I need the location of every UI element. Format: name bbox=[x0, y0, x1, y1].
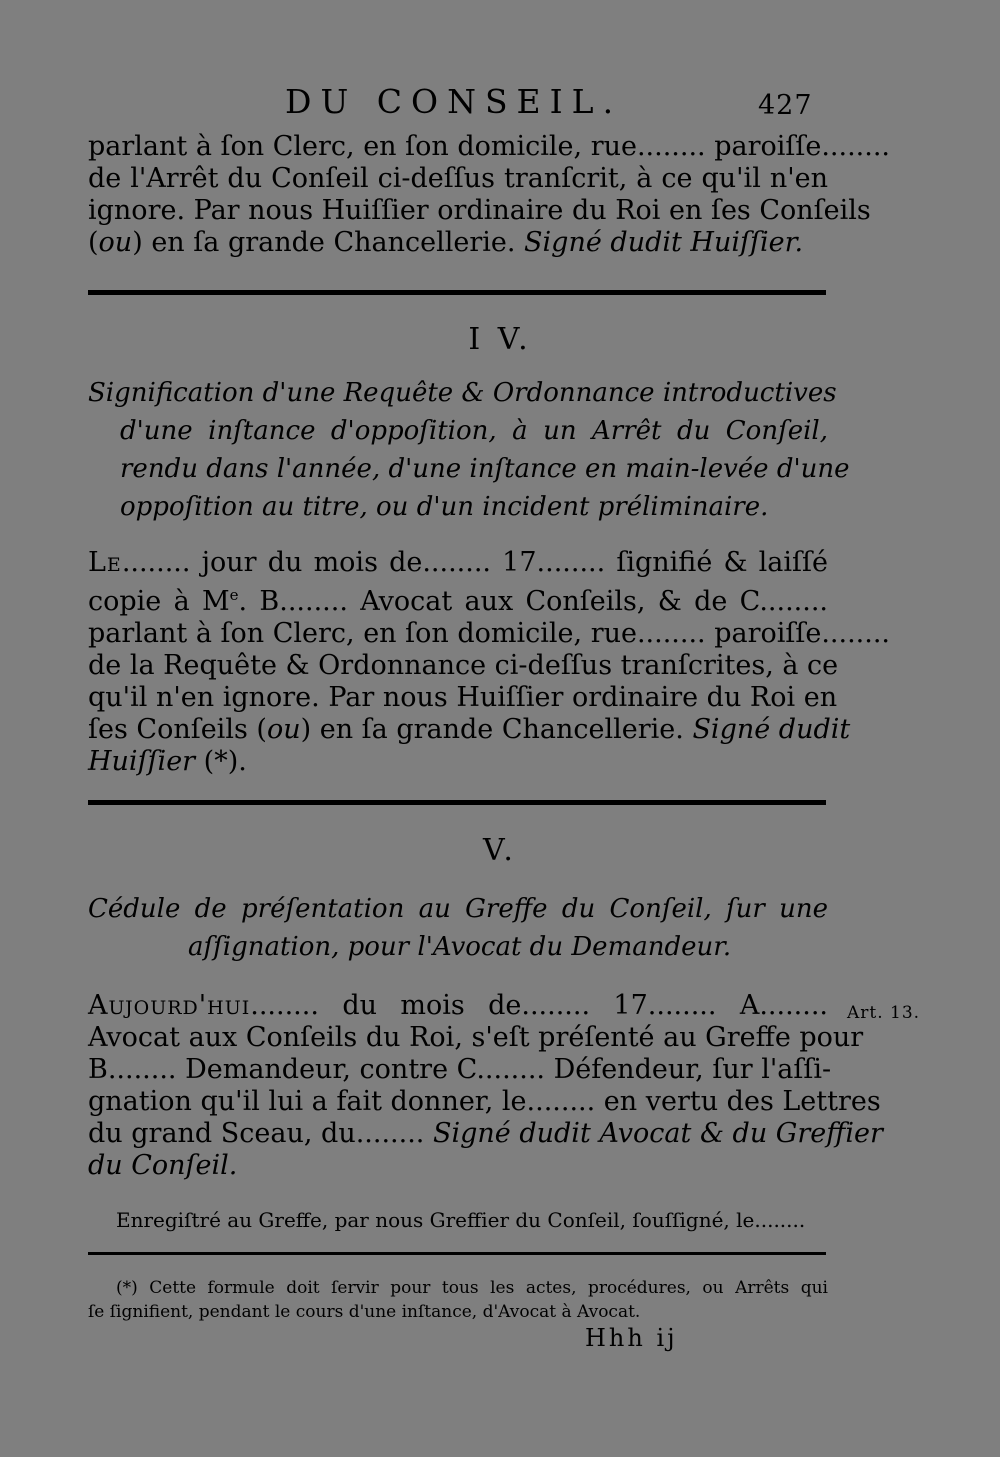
text-line: ignore. Par nous Huiſſier ordinaire du Roi en ſes Conſeils bbox=[88, 195, 871, 226]
signature-mark: Hhh ij bbox=[585, 1324, 678, 1352]
running-header: DU CONSEIL. bbox=[285, 82, 623, 121]
registry-note: Enregiſtré au Greffe, par nous Greffier du Conſeil, ſouſſigné, le........ bbox=[116, 1208, 806, 1232]
section-number: I V. bbox=[468, 322, 532, 357]
footnote-line: ſe ſignifient, pendant le cours d'une inſtance, d'Avocat à Avocat. bbox=[88, 1302, 641, 1322]
footnote-line: (*) Cette formule doit ſervir pour tous les actes, procédures, ou Arrêts qui bbox=[116, 1278, 828, 1298]
text-line: (ou) en ſa grande Chancellerie. Signé dudit Huiſſier. bbox=[88, 227, 804, 258]
text-line: Avocat aux Conſeils du Roi, s'eſt préſenté au Greffe pour bbox=[88, 1022, 864, 1053]
margin-note: Art. 13. bbox=[847, 1003, 921, 1023]
text-line: parlant à ſon Clerc, en ſon domicile, rue........ paroiſſe........ bbox=[88, 131, 891, 162]
text-line: qu'il n'en ignore. Par nous Huiſſier ordinaire du Roi en bbox=[88, 682, 838, 713]
page-number: 427 bbox=[758, 90, 813, 121]
heading-line: d'une inſtance d'oppoſition, à un Arrêt du Conſeil, bbox=[120, 416, 828, 446]
text-line: parlant à ſon Clerc, en ſon domicile, rue........ paroiſſe........ bbox=[88, 618, 891, 649]
text-line: Le........ jour du mois de........ 17........ ſignifié & laiſſé bbox=[88, 547, 828, 578]
footnote-rule bbox=[88, 1252, 826, 1255]
section-heading bbox=[88, 374, 850, 526]
footnote-ref: (*). bbox=[203, 746, 247, 777]
section-divider bbox=[88, 800, 826, 805]
heading-line: Cédule de préſentation au Greffe du Conſeil, ſur une bbox=[88, 894, 828, 924]
section-number: V. bbox=[483, 833, 517, 868]
text-line: de l'Arrêt du Conſeil ci-deſſus tranſcrit, à ce qu'il n'en bbox=[88, 163, 828, 194]
heading-line: oppoſition au titre, ou d'un incident préliminaire. bbox=[120, 492, 769, 522]
text-line: Huiſſier (*). bbox=[88, 746, 247, 777]
section-body bbox=[88, 547, 891, 778]
text-line: Aujourd'hui........ du mois de........ 17........ A........ bbox=[88, 990, 828, 1021]
text-line: du Conſeil. bbox=[88, 1150, 238, 1181]
text-line: ſes Conſeils (ou) en ſa grande Chancellerie. Signé dudit bbox=[88, 714, 851, 745]
text-line: B........ Demandeur, contre C........ Défendeur, ſur l'aſſi- bbox=[88, 1054, 832, 1085]
text-line: du grand Sceau, du........ Signé dudit Avocat & du Greffier bbox=[88, 1118, 883, 1149]
heading-line: Signification d'une Requête & Ordonnance introductives bbox=[88, 378, 837, 408]
heading-line: rendu dans l'année, d'une inſtance en main-levée d'une bbox=[120, 454, 850, 484]
footnote bbox=[88, 1276, 828, 1324]
text-line: de la Requête & Ordonnance ci-deſſus tranſcrites, à ce bbox=[88, 650, 839, 681]
heading-line: aſſignation, pour l'Avocat du Demandeur. bbox=[188, 932, 732, 962]
text-line: gnation qu'il lui a fait donner, le........ en vertu des Lettres bbox=[88, 1086, 881, 1117]
drop-word: Le bbox=[88, 547, 122, 578]
section-divider bbox=[88, 290, 826, 295]
drop-word: Aujourd'hui bbox=[88, 990, 251, 1021]
section-body bbox=[88, 990, 883, 1182]
section-heading bbox=[88, 890, 828, 966]
text-line: copie à Me. B........ Avocat aux Conſeils, & de C........ bbox=[88, 586, 829, 617]
continuation-paragraph bbox=[88, 131, 891, 259]
